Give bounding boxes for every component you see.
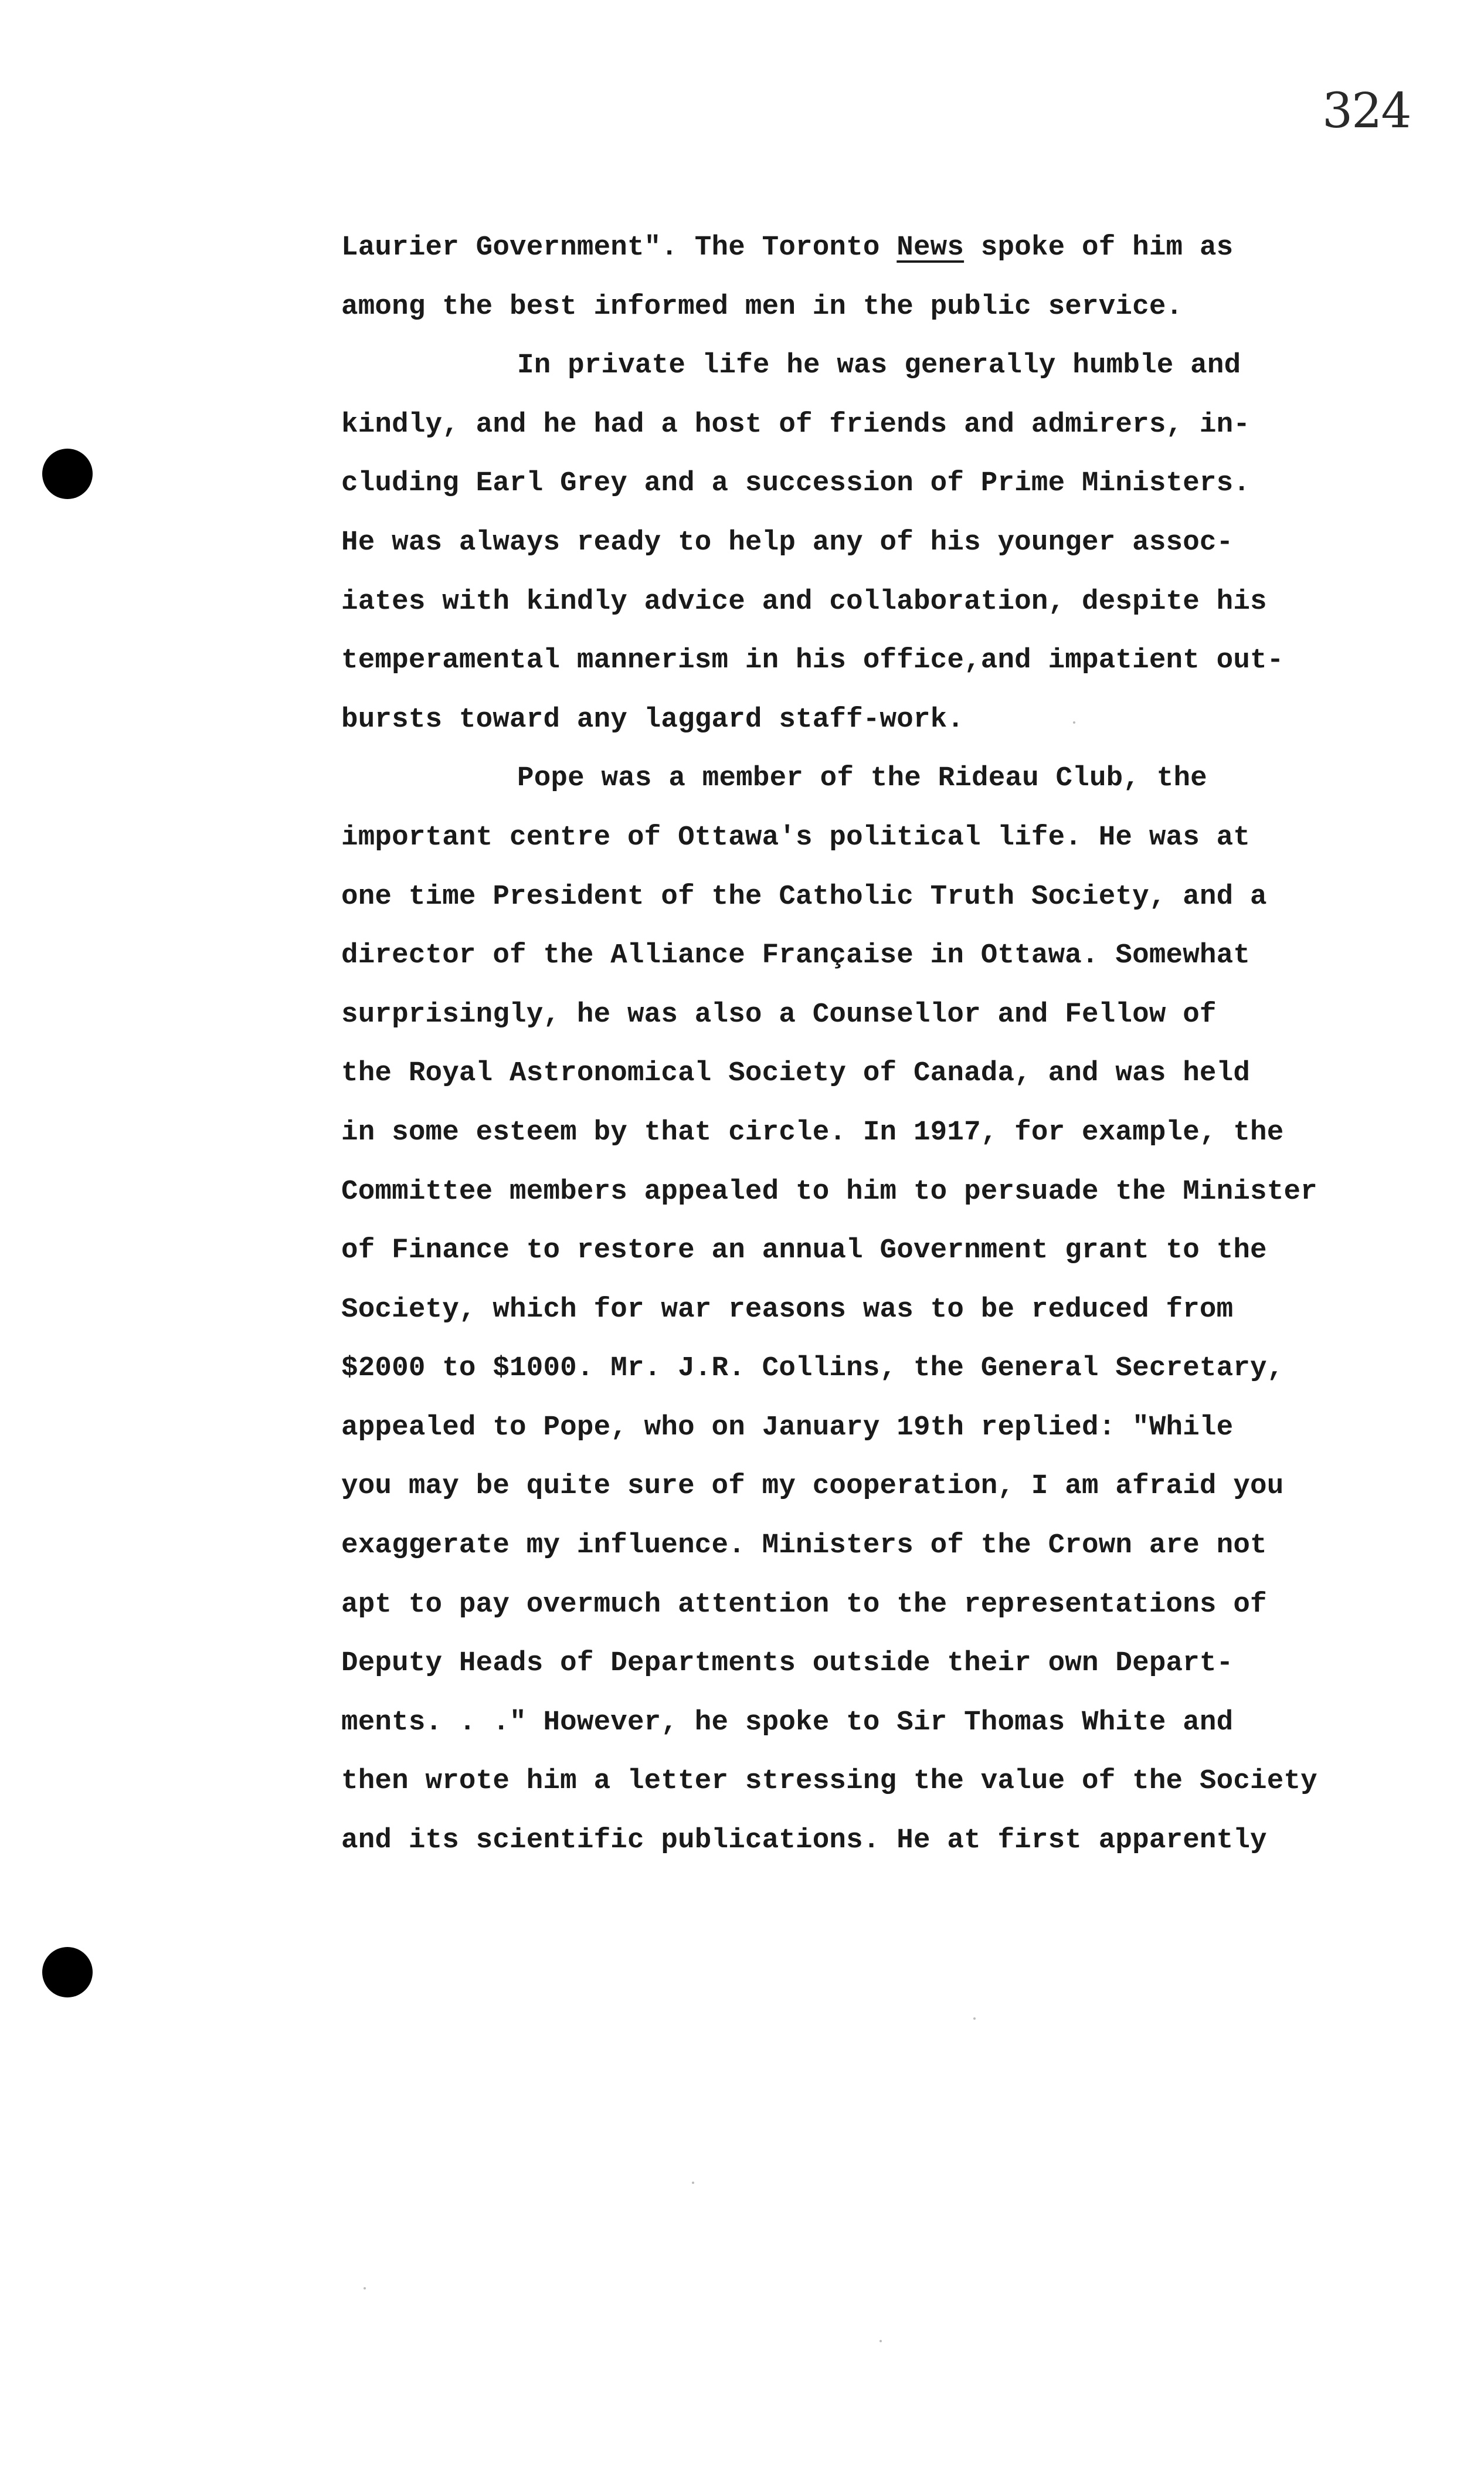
text-line: kindly, and he had a host of friends and admirers, in- xyxy=(341,408,1251,440)
paragraph-first-line: In private life he was generally humble and xyxy=(517,350,1241,382)
text-line: Deputy Heads of Departments outside their own Depart- xyxy=(341,1647,1234,1680)
text-line: important centre of Ottawa's political life. He was at xyxy=(341,821,1251,853)
paper-speck xyxy=(1073,721,1075,724)
text-line: the Royal Astronomical Society of Canada, and was held xyxy=(341,1057,1251,1090)
text-line: bursts toward any laggard staff-work. xyxy=(341,703,965,735)
paper-speck xyxy=(973,2017,976,2020)
text-line: and its scientific publications. He at first apparently xyxy=(341,1824,1267,1857)
underlined-title: News xyxy=(896,232,965,263)
text-line: Society, which for war reasons was to be reduced from xyxy=(341,1293,1234,1325)
text-line: then wrote him a letter stressing the value of the Society xyxy=(341,1765,1317,1797)
text-line: $2000 to $1000. Mr. J.R. Collins, the General Secretary, xyxy=(341,1352,1284,1385)
text-line: of Finance to restore an annual Government grant to the xyxy=(341,1234,1267,1267)
paper-speck xyxy=(364,2287,366,2289)
text-line xyxy=(341,218,1455,277)
text-line: you may be quite sure of my cooperation, I am afraid you xyxy=(341,1470,1284,1502)
page-number: 324 xyxy=(1322,83,1411,139)
text-line: appealed to Pope, who on January 19th replied: "While xyxy=(341,1411,1234,1443)
text-line: He was always ready to help any of his younger assoc- xyxy=(341,526,1234,558)
text-line: apt to pay overmuch attention to the representations of xyxy=(341,1588,1267,1620)
paper-speck xyxy=(879,2340,882,2342)
punch-hole-bottom xyxy=(42,1947,93,1997)
text-line: one time President of the Catholic Truth Society, and a xyxy=(341,880,1267,913)
text-line: among the best informed men in the public service. xyxy=(341,290,1183,323)
paragraph-first-line: Pope was a member of the Rideau Club, the xyxy=(517,762,1207,795)
text-line: iates with kindly advice and collaboration, despite his xyxy=(341,585,1267,618)
text-line: Committee members appealed to him to persuade the Minister xyxy=(341,1175,1317,1207)
text-segment: Laurier Government". The Toronto xyxy=(341,232,897,263)
text-line: cluding Earl Grey and a succession of Prime Ministers. xyxy=(341,467,1251,500)
text-line: director of the Alliance Française in Ottawa. Somewhat xyxy=(341,939,1251,972)
text-line: surprisingly, he was also a Counsellor and Fellow of xyxy=(341,998,1217,1030)
paper-speck xyxy=(692,2182,694,2184)
text-line: exaggerate my influence. Ministers of the Crown are not xyxy=(341,1529,1267,1562)
text-segment: spoke of him as xyxy=(964,232,1234,263)
body-text xyxy=(341,218,1455,1870)
text-line: ments. . ." However, he spoke to Sir Thomas White and xyxy=(341,1706,1234,1738)
text-line: in some esteem by that circle. In 1917, for example, the xyxy=(341,1116,1284,1148)
punch-hole-top xyxy=(42,449,93,499)
text-line: temperamental mannerism in his office,and impatient out- xyxy=(341,645,1284,677)
